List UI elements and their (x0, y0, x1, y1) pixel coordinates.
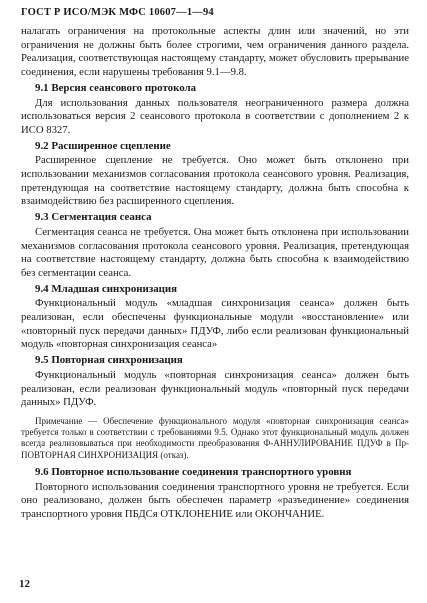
section-heading-9-2: 9.2 Расширенное сцепление (35, 139, 171, 152)
section-heading-9-5: 9.5 Повторная синхронизация (35, 354, 183, 367)
note-9-5: Примечание — Обеспечение функционального модуля «повторная синхронизация сеанса» требуется только в соответствии с требованиями 9.5. Однако этот функциональный модуль должен всегда реализовываться при необходимости преобразования Ф-АННУЛИРОВАНИЕ ПДУФ в Пр-ПОВТОРНАЯ СИНХРОНИЗАЦИЯ (отказ). (21, 415, 409, 460)
page-number: 12 (19, 578, 30, 590)
document-body (21, 25, 409, 522)
paragraph-9-3: Сегментация сеанса не требуется. Она может быть отклонена при использовании механизмов согласования протокола сеансового уровня. Реализация, претендующая на соответствие настоящему стандарту, должна быть способна к взаимодействию без сегментации сеанса. (21, 225, 409, 279)
section-heading-9-4: 9.4 Младшая синхронизация (35, 282, 178, 295)
paragraph-intro: налагать ограничения на протокольные аспекты длин или значений, но эти ограничения не должны быть более строгими, чем ограничения данного раздела. Реализация, соответствующая настоящему стандарту, может обусловить прерывание соединения, если нарушены требования 9.1—9.8. (21, 25, 409, 79)
paragraph-9-1: Для использования данных пользователя неограниченного размера должна использоваться версия 2 сеансового протокола в соответствии с дополнением 2 к ИСО 8327. (21, 96, 409, 136)
section-heading-9-1: 9.1 Версия сеансового протокола (35, 81, 197, 94)
paragraph-9-2: Расширенное сцепление не требуется. Оно может быть отклонено при использовании механизмов согласования протокола сеансового уровня. Реализация, претендующая на соответствие настоящему стандарту, должна быть способна к взаимодействию без расширенного сцепления. (21, 154, 409, 208)
section-heading-9-3: 9.3 Сегментация сеанса (35, 211, 152, 224)
paragraph-9-4: Функциональный модуль «младшая синхронизация сеанса» должен быть реализован, если обеспечены функциональные модули «восстановление» или «повторный пуск передачи данных» ПДУФ, либо если реализован функциональный модуль «повторная синхронизация сеанса» (21, 297, 409, 351)
page-header: ГОСТ Р ИСО/МЭК МФС 10607—1—94 (21, 7, 214, 18)
paragraph-9-5: Функциональный модуль «повторная синхронизация сеанса» должен быть реализован, если реализован функциональный модуль «повторный пуск передачи данных» ПДУФ. (21, 368, 409, 409)
section-heading-9-6: 9.6 Повторное использование соединения транспортного уровня (35, 465, 352, 478)
paragraph-9-6: Повторного использования соединения транспортного уровня не требуется. Если оно реализовано, должен быть обеспечен параметр «разъединение» соединения транспортного уровня ПБДСя ОТКЛОНЕНИЕ или ОКОНЧАНИЕ. (21, 480, 409, 520)
